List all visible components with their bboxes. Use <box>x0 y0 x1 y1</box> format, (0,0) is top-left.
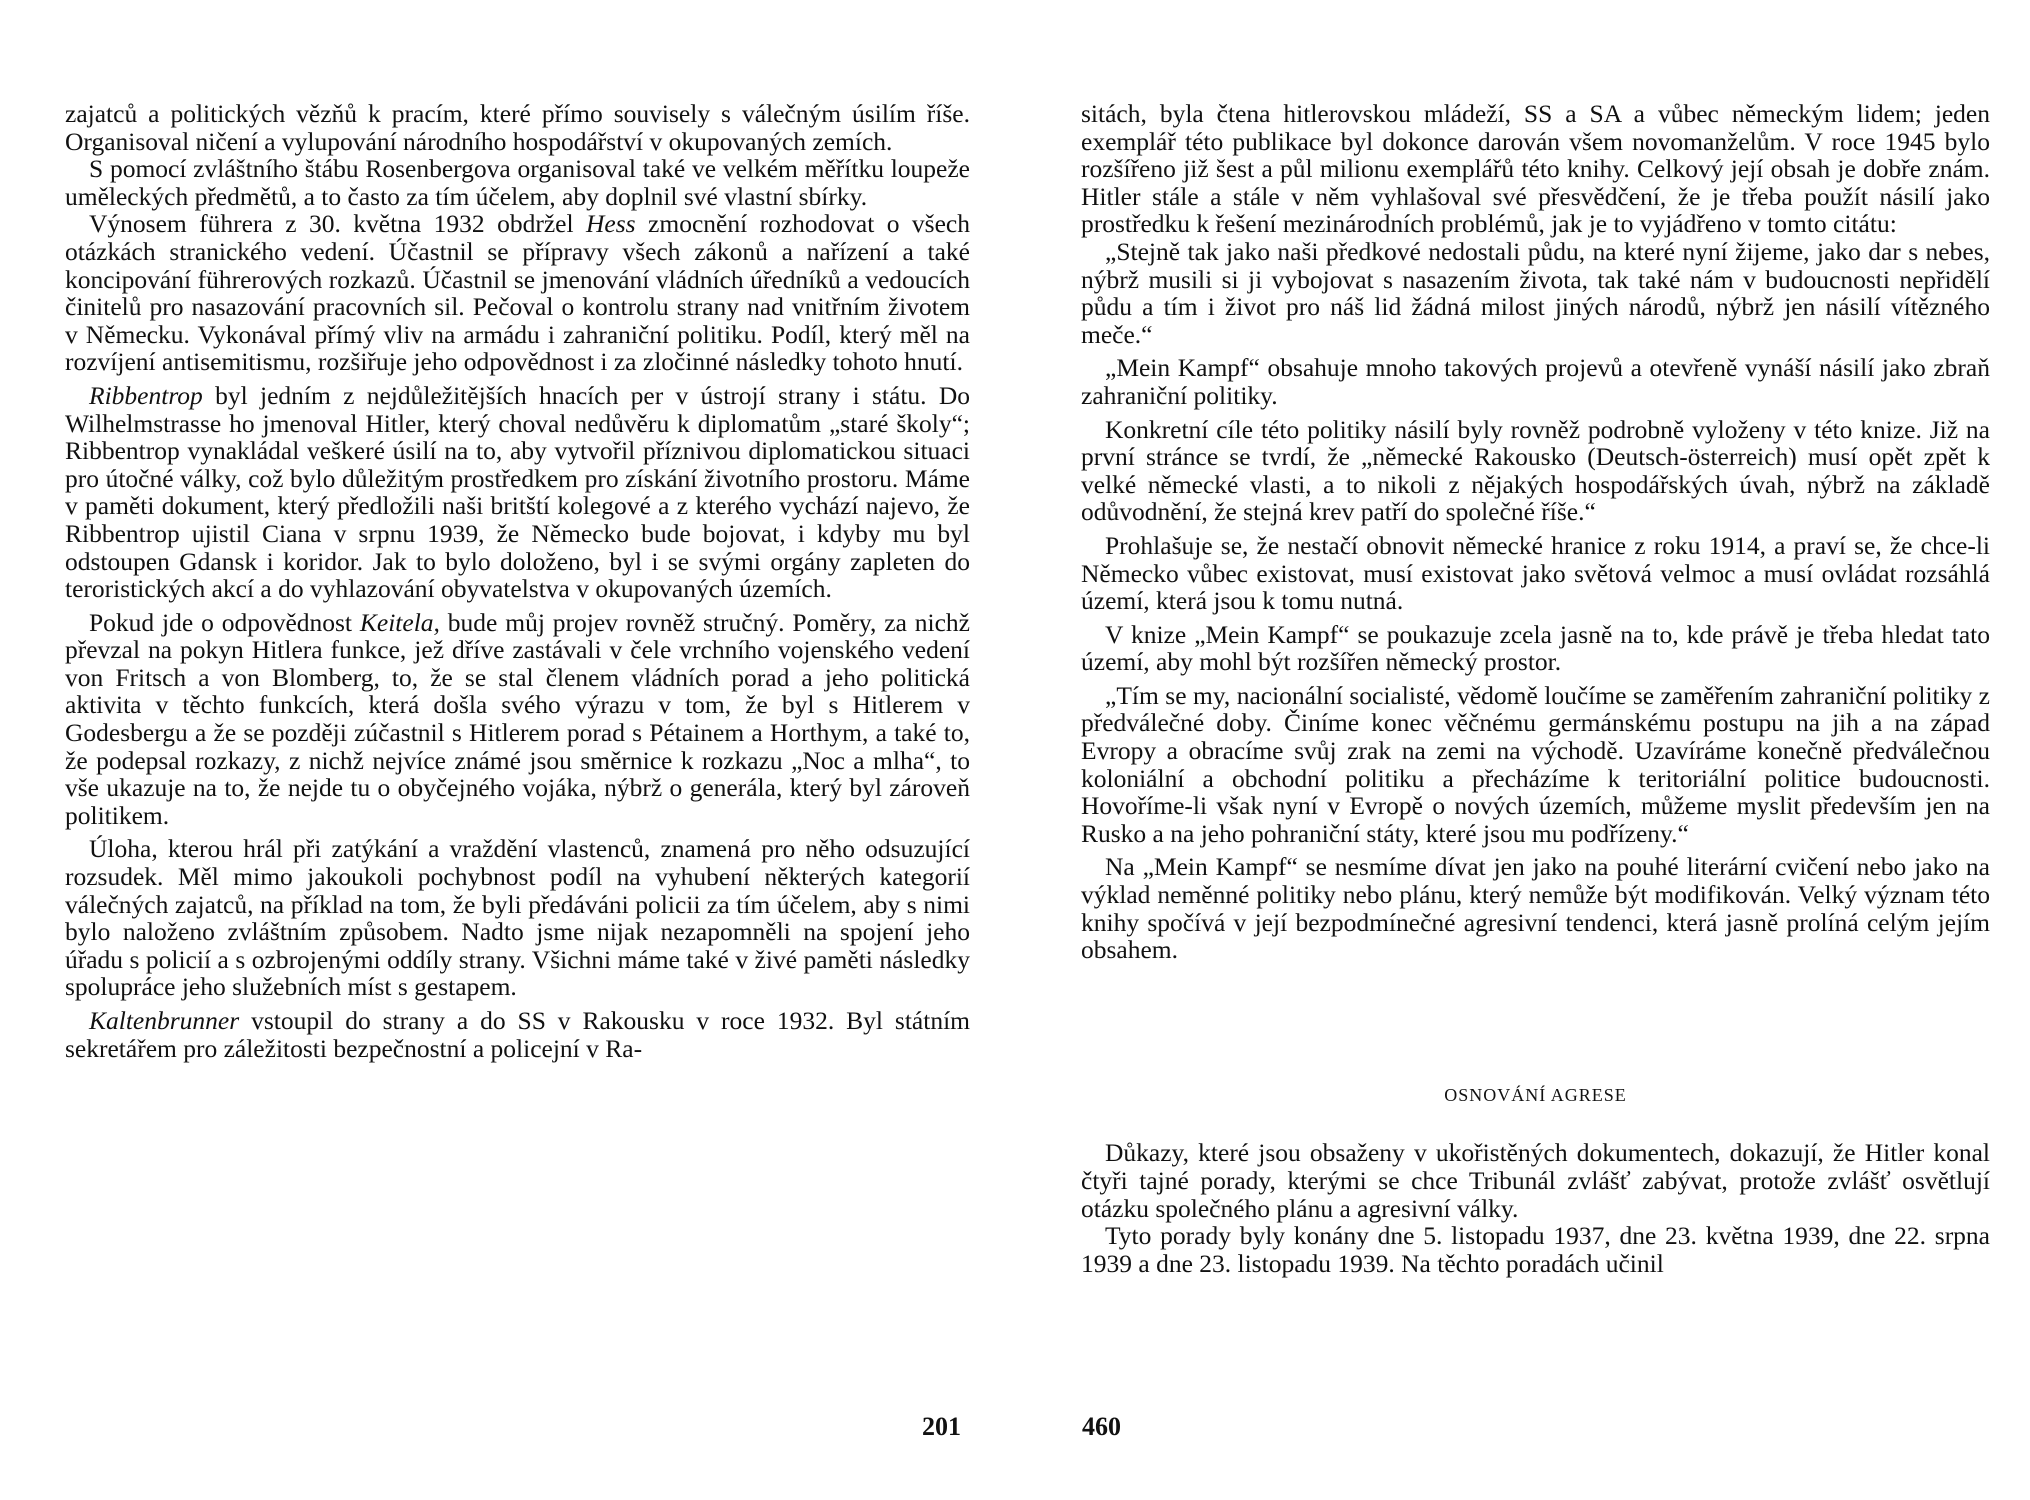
paragraph-text: Pokud jde o odpovědnost <box>89 607 360 637</box>
paragraph-text: bude můj projev rovněž stručný. Poměry, za nichž převzal na pokyn Hitlera funkce, jež dříve zastávali v čele vrchního vojenského vedení von Fritsch a von Blomberg, to, že se stal členem vládních porad a jeho politická aktivita v těchto funkcích, která došla svého výrazu v tom, že byl s Hitlerem v Godesbergu a že se později zúčastnil s Hitlerem porad s Pétainem a Horthym, a také to, že podepsal rozkazy, z nichž nejvíce známé jsou směrnice k rozkazu „Noc a mlha“, to vše ukazuje na to, že nejde tu o obyčejného vojáka, nýbrž o generála, který byl zároveň politikem. <box>65 607 970 830</box>
right-paragraph-1: sitách, byla čtena hitlerovskou mládeží, SS a SA a vůbec německým lidem; jeden exemplář této publikace byl dokonce darován všem novomanželům. V roce 1945 bylo rozšířeno již šest a půl milionu exemplářů této knihy. Celkový její obsah je dobře znám. Hitler stále a stále v něm vyhlašoval své přesvědčení, že je třeba použít násilí jako prostředku k řešení mezinárodních problémů, jak je to vyjádřeno v tomto citátu: <box>1081 99 1990 239</box>
paragraph-text: byl jedním z nejdůležitějších hnacích per v ústrojí strany i státu. Do Wilhelmstrasse ho jmenoval Hitler, který choval nedůvěru k diplomatům „staré školy“; Ribbentrop vynakládal veškeré úsilí na to, aby vytvořil příznivou diplomatickou situaci pro útočné války, což bylo důležitým prostředkem pro získání životního prostoru. Máme v paměti dokument, který předložili naši britští kolegové a z kterého vychází najevo, že Ribbentrop ujistil Ciana v srpnu 1939, že Německo bude bojovat, i kdyby mu byl odstoupen Gdansk i koridor. Jak to bylo doloženo, byl i se svými orgány zapleten do teroristických akcí a do vyhlazování obyvatelstva v okupovaných územích. <box>65 380 970 604</box>
left-paragraph-1: zajatců a politických vězňů k pracím, které přímo souvisely s válečným úsilím říše. Organisoval ničení a vylupování národního hospodářství v okupovaných zemích. <box>65 99 970 156</box>
left-paragraph-hess <box>65 210 970 376</box>
name-keitel: Keitela, <box>359 607 440 637</box>
right-paragraph-2: „Stejně tak jako naši předkové nedostali půdu, na které nyní žijeme, jako dar s nebes, nýbrž musili si ji vybojovat s nasazením života, tak také nám v budoucnosti nepřidělí půdu a tím i život pro náš lid žádná milost jiných národů, nýbrž jen násilí vítězného meče.“ <box>1081 236 1990 349</box>
paragraph-text: Výnosem führera z 30. května 1932 obdržel <box>89 209 587 239</box>
right-page-number: 460 <box>1082 1412 1121 1441</box>
name-hess: Hess <box>586 209 636 239</box>
left-paragraph-6: Úloha, kterou hrál při zatýkání a vraždění vlastenců, znamená pro něho odsuzující rozsudek. Měl mimo jakoukoli pochybnost podíl na vyhubení některých kategorií válečných zajatců, na příklad na tom, že byli předáváni policii za tím účelem, aby s nimi bylo naloženo zvláštním způsobem. Nadto jsme nijak nezapomněli na spojení jeho úřadu s policií a s ozbrojenými oddíly strany. Všichni máme také v živé paměti následky spolupráce jeho služebních míst s gestapem. <box>65 834 970 1002</box>
right-paragraph-4: Konkretní cíle této politiky násilí byly rovněž podrobně vyloženy v této knize. Již na první stránce se tvrdí, že „německé Rakousko (Deutsch-österreich) musí opět zpět k velké německé vlasti, a to nikoli z nějakých hospodářských úvah, nýbrž na základě odůvodnění, že stejná krev patří do společné říše.“ <box>1081 414 1990 527</box>
right-page <box>1081 100 1990 1277</box>
right-paragraph-10: Tyto porady byly konány dne 5. listopadu 1937, dne 23. května 1939, dne 22. srpna 1939 a dne 23. listopadu 1939. Na těchto poradách učinil <box>1081 1221 1990 1278</box>
left-paragraph-2: S pomocí zvláštního štábu Rosenbergova organisoval také ve velkém měřítku loupeže uměleckých předmětů, a to často za tím účelem, aby doplnil své vlastní sbírky. <box>65 154 970 211</box>
right-paragraph-9: Důkazy, které jsou obsaženy v ukořistěných dokumentech, dokazují, že Hitler konal čtyři tajné porady, kterými se chce Tribunál zvlášť zabývat, protože zvlášť osvětlují otázku společného plánu a agresivní války. <box>1081 1138 1990 1223</box>
left-paragraph-ribbentrop <box>65 382 970 603</box>
section-heading: OSNOVÁNÍ AGRESE <box>1444 1084 1627 1105</box>
right-paragraph-5: Prohlašuje se, že nestačí obnovit německé hranice z roku 1914, a praví se, že chce-li Německo vůbec existovat, musí existovat jako světová velmoc a musí ovládat rozsáhlá území, která jsou k tomu nutná. <box>1081 530 1990 616</box>
left-page-number: 201 <box>922 1412 961 1441</box>
name-kaltenbrunner: Kaltenbrunner <box>89 1006 240 1035</box>
right-paragraph-6: V knize „Mein Kampf“ se poukazuje zcela jasně na to, kde právě je třeba hledat tato území, aby mohl být rozšířen německý prostor. <box>1081 619 1990 677</box>
left-page <box>65 100 970 1062</box>
paragraph-text: zmocnění rozhodovat o všech otázkách stranického vedení. Účastnil se přípravy všech zákonů a nařízení a také koncipování führerových rozkazů. Účastnil se jmenování vládních úředníků a vedoucích činitelů pro nasazování pracovních sil. Pečoval o kontrolu strany nad vnitřním životem v Německu. Vykonával přímý vliv na armádu i zahraniční politiku. Podíl, který měl na rozvíjení antisemitismu, rozšiřuje jeho odpovědnost i za zločinné následky tohoto hnutí. <box>65 209 970 377</box>
left-paragraph-kaltenbrunner <box>65 1007 970 1062</box>
left-paragraph-keitel <box>65 609 970 830</box>
right-paragraph-8: Na „Mein Kampf“ se nesmíme dívat jen jako na pouhé literární cvičení nebo jako na výklad neměnné politiky nebo plánu, který nemůže být modifikován. Velký význam této knihy spočívá v její bezpodmínečné agresivní tendenci, která jasně prolíná celým jejím obsahem. <box>1081 852 1990 965</box>
name-ribbentrop: Ribbentrop <box>89 380 203 410</box>
paragraph-text: vstoupil do strany a do SS v Rakousku v roce 1932. Byl státním sekretářem pro záležitosti bezpečnostní a policejní v Ra- <box>65 1006 970 1063</box>
right-paragraph-3: „Mein Kampf“ obsahuje mnoho takových projevů a otevřeně vynáší násilí jako zbraň zahraniční politiky. <box>1081 353 1990 410</box>
right-paragraph-7: „Tím se my, nacionální socialisté, vědomě loučíme se zaměřením zahraniční politiky z předválečné doby. Činíme konec věčnému germánskému postupu na jih a na západ Evropy a obracíme svůj zrak na zemi na východě. Uzavíráme konečně předválečnou koloniální a obchodní politiku a přecházíme k teritoriální politice budoucnosti. Hovoříme-li však nyní v Evropě o nových územích, můžeme myslit především jen na Rusko a na jeho pohraniční státy, které jsou mu podřízeny.“ <box>1081 680 1990 848</box>
